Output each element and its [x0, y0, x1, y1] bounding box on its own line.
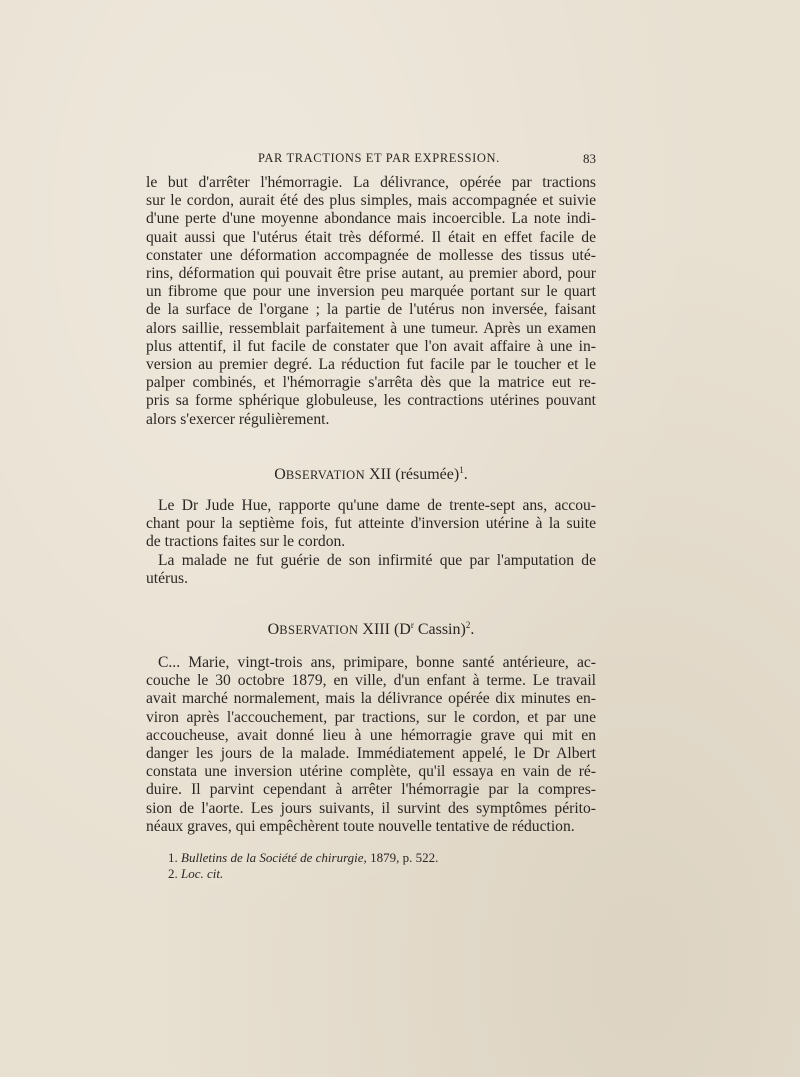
- text-line: couche le 30 octobre 1879, en ville, d'un enfant à terme. Le travail: [146, 672, 596, 690]
- footnotes: [168, 850, 438, 882]
- text-line: danger les jours de la malade. Immédiatement appelé, le Dr Albert: [146, 745, 596, 763]
- observation-xiii-text: [146, 654, 596, 836]
- text-line: accoucheuse, avait donné lieu à une hémorragie grave qui mit en: [146, 726, 596, 744]
- text-line: alors s'exercer régulièrement.: [146, 410, 330, 428]
- page-number: 83: [583, 151, 596, 166]
- text-line: quait aussi que l'utérus était très déformé. Il était en effet facile de: [146, 228, 596, 246]
- footnote-1: 1. Bulletins de la Société de chirurgie, 1879, p. 522.: [168, 850, 439, 865]
- text-line: d'une perte d'une moyenne abondance mais incoercible. La note indi-: [146, 210, 596, 228]
- text-line: de tractions faites sur le cordon.: [146, 533, 346, 551]
- observation-xii-text: [146, 497, 596, 588]
- text-line: palper combinés, et l'hémorragie s'arrêta dès que la matrice eut re-: [146, 374, 596, 392]
- observation-xii-heading: OBSERVATION XII (résumée)$^1$.: [274, 465, 468, 483]
- text-line: chant pour la septième fois, fut atteinte d'inversion utérine à la suite: [146, 515, 596, 533]
- text-line: sur le cordon, aurait été des plus simples, mais accompagnée et suivie: [146, 192, 596, 210]
- text-line: avait marché normalement, mais la délivrance opérée dix minutes en-: [146, 690, 596, 708]
- text-line: pris sa forme sphérique globuleuse, les contractions utérines pouvant: [146, 392, 596, 410]
- text-line: Le Dr Jude Hue, rapporte qu'une dame de trente-sept ans, accou-: [158, 497, 596, 514]
- text-line: le but d'arrêter l'hémorragie. La délivrance, opérée par tractions: [146, 174, 596, 191]
- running-head: [146, 151, 596, 169]
- text-line: constater une déformation accompagnée de mollesse des tissus uté-: [146, 246, 596, 264]
- text-line: un fibrome que pour une inversion peu marquée portant sur le quart: [146, 283, 596, 301]
- text-line: utérus.: [146, 569, 189, 587]
- text-line: plus attentif, il fut facile de constater que l'on avait affaire à une in-: [146, 337, 596, 355]
- footnote-ref: 2: [465, 620, 471, 630]
- footnote-2: 2. Loc. cit.: [168, 866, 224, 881]
- footnote-ref: 1: [459, 465, 464, 475]
- paragraph-continuation: [146, 174, 596, 429]
- text-line: de la surface de l'organe ; la partie de l'utérus non inversée, faisant: [146, 301, 596, 319]
- text-line: néaux graves, qui empêchèrent toute nouvelle tentative de réduction.: [146, 817, 575, 835]
- running-head-title: PAR TRACTIONS ET PAR EXPRESSION.: [258, 151, 500, 165]
- text-line: duire. Il parvint cependant à arrêter l'hémorragie par la compres-: [146, 781, 596, 799]
- text-line: version au premier degré. La réduction fut facile par le toucher et le: [146, 356, 596, 374]
- observation-xiii-heading: OBSERVATION XIII ($D^r$ Cassin)$^2$.: [267, 620, 475, 638]
- text-line: rins, déformation qui pouvait être prise autant, au premier abord, pour: [146, 265, 596, 283]
- text-line: C... Marie, vingt-trois ans, primipare, bonne santé antérieure, ac-: [158, 654, 596, 671]
- text-line: viron après l'accouchement, par tractions, sur le cordon, et par une: [146, 708, 596, 726]
- text-line: La malade ne fut guérie de son infirmité que par l'amputation de: [158, 551, 596, 569]
- text-line: constata une inversion utérine complète, qu'il essaya en vain de ré-: [146, 763, 596, 781]
- text-line: sion de l'aorte. Les jours suivants, il survint des symptômes périto-: [146, 799, 596, 817]
- text-line: alors saillie, ressemblait parfaitement à une tumeur. Après un examen: [146, 319, 596, 337]
